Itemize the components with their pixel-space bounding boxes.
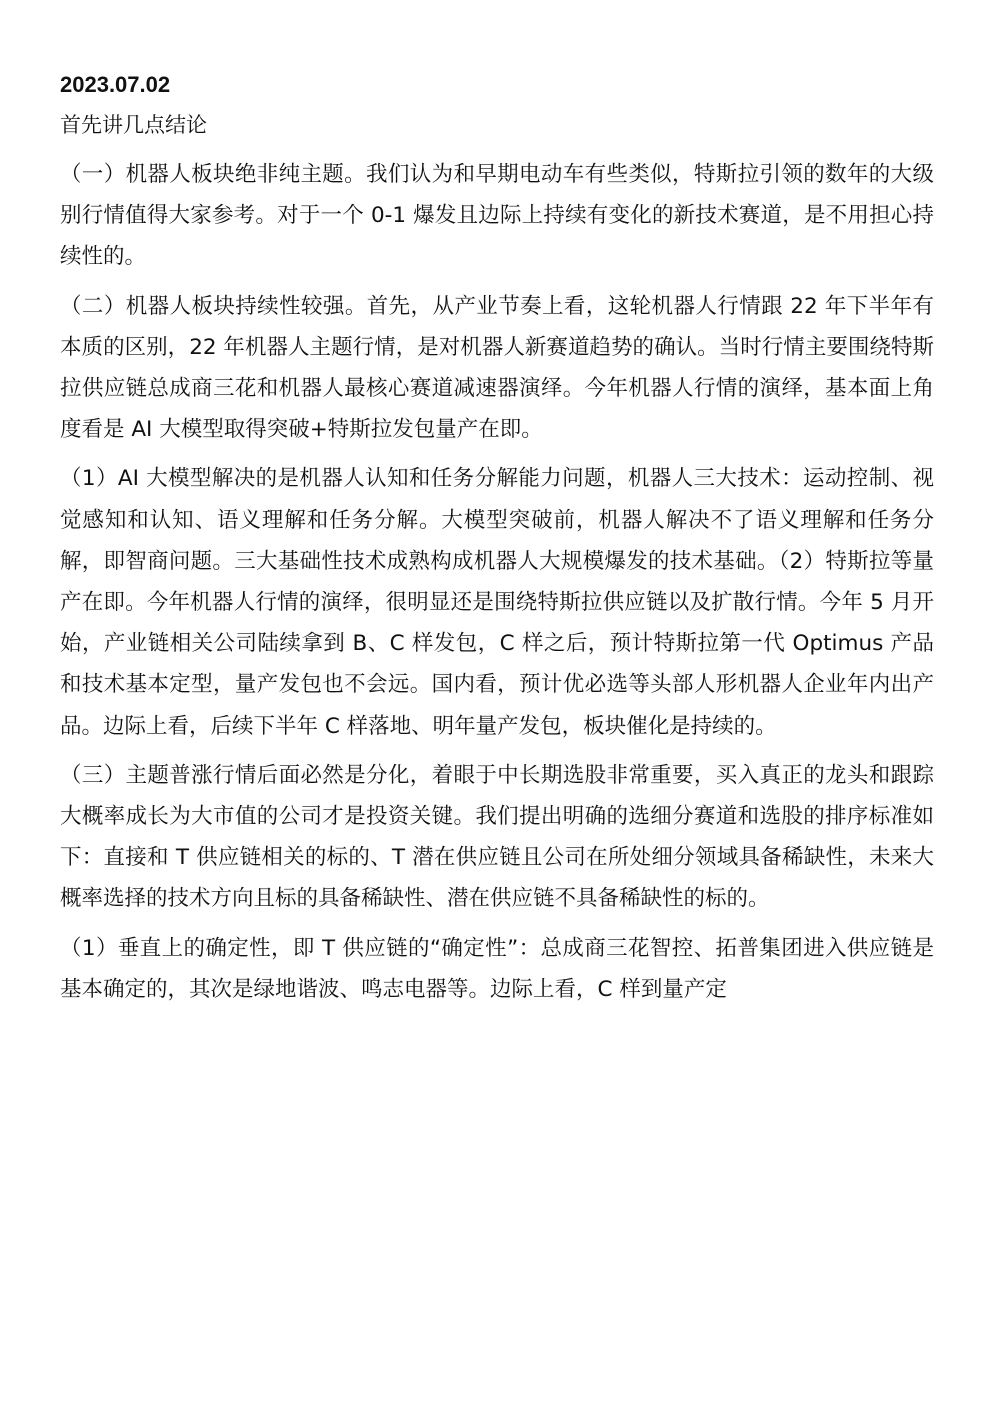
document-page xyxy=(60,68,934,1018)
section-heading: 首先讲几点结论 xyxy=(60,113,207,137)
paragraph-4: （三）主题普涨行情后面必然是分化，着眼于中长期选股非常重要，买入真正的龙头和跟踪大概率成长为大市值的公司才是投资关键。我们提出明确的选细分赛道和选股的排序标准如下：直接和 T 供应链相关的标的、T 潜在供应链且公司在所处细分领域具备稀缺性，未来大概率选择的技术方向且标的具备稀缺性、潜在供应链不具备稀缺性的标的。 xyxy=(60,762,934,912)
paragraph-1: （一）机器人板块绝非纯主题。我们认为和早期电动车有些类似，特斯拉引领的数年的大级别行情值得大家参考。对于一个 0-1 爆发且边际上持续有变化的新技术赛道，是不用担心持续性的。 xyxy=(60,162,934,270)
document-date: 2023.07.02 xyxy=(60,72,171,97)
paragraph-3: （1）AI 大模型解决的是机器人认知和任务分解能力问题，机器人三大技术：运动控制、视觉感知和认知、语义理解和任务分解。大模型突破前，机器人解决不了语义理解和任务分解，即智商问题。三大基础性技术成熟构成机器人大规模爆发的技术基础。（2）特斯拉等量产在即。今年机器人行情的演绎，很明显还是围绕特斯拉供应链以及扩散行情。今年 5 月开始，产业链相关公司陆续拿到 B、C 样发包，C 样之后，预计特斯拉第一代 Optimus 产品和技术基本定型，量产发包也不会远。国内看，预计优必选等头部人形机器人企业年内出产品。边际上看，后续下半年 C 样落地、明年量产发包，板块催化是持续的。 xyxy=(60,466,934,739)
paragraph-5: （1）垂直上的确定性，即 T 供应链的“确定性”：总成商三花智控、拓普集团进入供应链是基本确定的，其次是绿地谐波、鸣志电器等。边际上看，C 样到量产定 xyxy=(60,935,934,1002)
paragraph-2: （二）机器人板块持续性较强。首先，从产业节奏上看，这轮机器人行情跟 22 年下半年有本质的区别，22 年机器人主题行情，是对机器人新赛道趋势的确认。当时行情主要围绕特斯拉供应链总成商三花和机器人最核心赛道减速器演绎。今年机器人行情的演绎，基本面上角度看是 AI 大模型取得突破+特斯拉发包量产在即。 xyxy=(60,293,934,443)
